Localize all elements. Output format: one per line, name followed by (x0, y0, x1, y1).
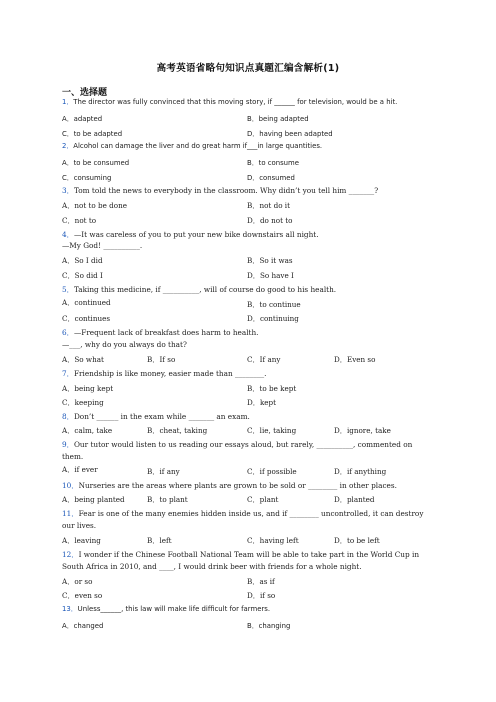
question-1 (62, 98, 442, 107)
question-number: 1． (62, 98, 74, 106)
option-a: A．changed (62, 622, 104, 630)
question-stem: —It was careless of you to put your new bike downstairs all night. (73, 230, 319, 239)
question-7 (62, 369, 442, 378)
option-c: C．to be adapted (62, 130, 123, 138)
option-c: C．lie, taking (247, 426, 297, 435)
document-title: 高考英语省略句知识点真题汇编含解析(1) (156, 63, 340, 74)
option-d: D．if anything (334, 467, 387, 476)
question-9 (62, 440, 442, 449)
question-number: 8． (62, 412, 74, 421)
option-b: B．cheat, taking (147, 426, 208, 435)
option-d: D．to be left (334, 536, 380, 545)
option-b: B．not do it (247, 201, 290, 210)
option-b: B．if any (147, 467, 180, 476)
question-8 (62, 412, 442, 421)
option-d: D．Even so (334, 355, 376, 364)
option-b: B．left (147, 536, 172, 545)
option-c: C．even so (62, 591, 103, 600)
question-number: 12． (62, 550, 79, 559)
option-b: B．being adapted (247, 115, 309, 123)
question-3 (62, 186, 442, 195)
option-b: B．to plant (147, 495, 188, 504)
question-number: 4． (62, 230, 74, 239)
question-number: 5． (62, 285, 74, 294)
option-b: B．to consume (247, 159, 300, 167)
question-stem: —Frequent lack of breakfast does harm to health. (73, 328, 259, 337)
option-b: B．to be kept (247, 384, 297, 393)
question-12 (62, 550, 442, 559)
question-stem: The director was fully convinced that this moving story, if ______ for television, would be a hit. (73, 98, 398, 106)
option-b: B．If so (147, 355, 176, 364)
question-number: 2． (62, 142, 74, 150)
option-c: C．not to (62, 216, 97, 225)
option-a: A．calm, take (62, 426, 113, 435)
option-d: D．if so (247, 591, 276, 600)
question-10 (62, 481, 442, 490)
option-a: A．adapted (62, 115, 103, 123)
question-number: 7． (62, 369, 74, 378)
question-number: 9． (62, 440, 74, 449)
option-c: C．plant (247, 495, 279, 504)
question-number: 6． (62, 328, 74, 337)
option-c: C．consuming (62, 174, 112, 182)
option-a: A．or so (62, 577, 93, 586)
question-4 (62, 230, 442, 239)
option-b: B．changing (247, 622, 291, 630)
option-b: B．to continue (247, 300, 301, 309)
section-heading: 一、选择题 (62, 88, 108, 98)
question-stem-continued: —My God! __________. (62, 241, 143, 250)
question-stem: Friendship is like money, easier made than ________. (73, 369, 267, 378)
option-a: A．So I did (62, 256, 103, 265)
option-d: D．kept (247, 398, 277, 407)
option-a: A．not to be done (62, 201, 127, 210)
option-c: C．if possible (247, 467, 297, 476)
option-a: A．if ever (62, 465, 98, 474)
option-b: B．as if (247, 577, 275, 586)
option-d: D．ignore, take (334, 426, 391, 435)
option-a: A．being planted (62, 495, 125, 504)
option-c: C．So did I (62, 271, 103, 280)
question-11 (62, 509, 442, 518)
option-d: D．continuing (247, 314, 299, 323)
question-stem: Unless______, this law will make life difficult for farmers. (77, 605, 271, 613)
option-a: A．to be consumed (62, 159, 130, 167)
question-stem: Nurseries are the areas where plants are grown to be sold or ________ in other places. (78, 481, 397, 490)
question-number: 13． (62, 605, 78, 613)
question-stem: I wonder if the Chinese Football National Team will be able to take part in the World Cup in (78, 550, 420, 559)
question-stem: Tom told the news to everybody in the classroom. Why didn’t you tell him _______? (73, 186, 379, 195)
option-c: C．keeping (62, 398, 104, 407)
question-5 (62, 285, 442, 294)
question-stem: Taking this medicine, if __________, will of course do good to his health. (73, 285, 337, 294)
question-stem-continued: —___, why do you always do that? (62, 340, 187, 349)
option-b: B．So it was (247, 256, 293, 265)
question-13 (62, 605, 442, 614)
question-stem: Alcohol can damage the liver and do great harm if___in large quantities. (73, 142, 323, 150)
option-a: A．being kept (62, 384, 114, 393)
option-c: C．having left (247, 536, 299, 545)
question-stem: Fear is one of the many enemies hidden inside us, and if ________ uncontrolled, it can destroy (78, 509, 424, 518)
option-a: A．leaving (62, 536, 101, 545)
question-6 (62, 328, 442, 337)
question-stem: Our tutor would listen to us reading our essays aloud, but rarely, __________, commented on (73, 440, 413, 449)
option-a: A．continued (62, 298, 111, 307)
question-number: 3． (62, 186, 74, 195)
option-d: D．planted (334, 495, 375, 504)
option-c: C．continues (62, 314, 111, 323)
question-number: 11． (62, 509, 79, 518)
option-d: D．do not to (247, 216, 293, 225)
question-stem-continued: them. (62, 452, 84, 461)
option-d: D．So have I (247, 271, 294, 280)
option-c: C．If any (247, 355, 281, 364)
option-d: D．consumed (247, 174, 295, 182)
question-stem-continued: our lives. (62, 521, 97, 530)
question-stem: Don’t ______ in the exam while _______ an exam. (73, 412, 250, 421)
question-stem-continued: South Africa in 2010, and ____, I would drink beer with friends for a whole night. (62, 562, 362, 571)
question-number: 10． (62, 481, 79, 490)
question-2 (62, 142, 442, 151)
option-d: D．having been adapted (247, 130, 333, 138)
option-a: A．So what (62, 355, 104, 364)
